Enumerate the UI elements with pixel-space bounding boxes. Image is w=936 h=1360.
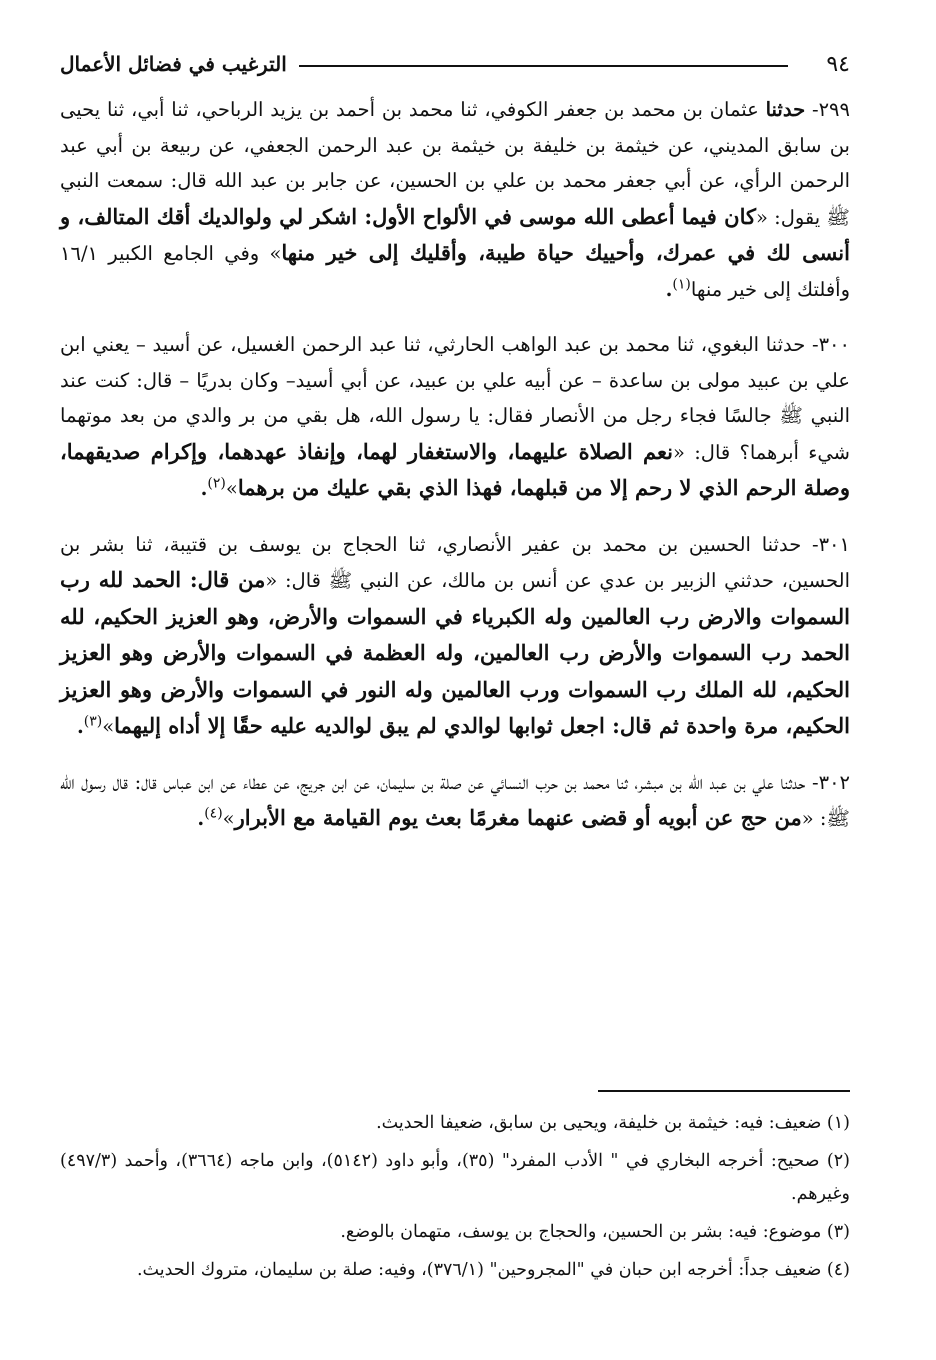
hadith-300 [60,327,850,507]
hadith-number: ٣٠٠- [811,333,850,356]
hadith-isnad: حدثنا البغوي، ثنا محمد بن عبد الواهب الحارثي، ثنا عبد الرحمن الغسيل، عن أسيد – يعني ابن علي بن عبيد مولى بن ساعدة – عن أبيه علي بن عبيد، عن أبي أسيد– وكان بدريًا – قال: كنت عند النبي ﷺ جالسًا فجاء رجل من الأنصار فقال: يا رسول الله، هل بقي من بر والدي من بعد موتهما شيء أبرهما؟ قال: « [60,333,850,464]
footnote-ref[interactable]: (٢) [207,475,226,492]
hadith-302 [60,765,850,837]
haddathana-word: حدثنا [765,98,806,121]
page-header [60,42,850,86]
running-title: الترغيب في فضائل الأعمال [60,52,287,76]
hadith-matn: من حج عن أبويه أو قضى عنهما مغرمًا بعث يوم القيامة مع الأبرار [234,805,802,830]
period: . [197,807,205,830]
hadith-number: ٣٠١- [811,532,850,556]
hadith-matn: نعم الصلاة عليهما، والاستغفار لهما، وإنفاذ عهدهما، وإكرام صديقهما، وصلة الرحم الذي لا رحم إلا من قبلهما، فهذا الذي بقي عليك من برهما [60,438,850,500]
hadith-matn: كان فيما أعطى الله موسى في الألواح الأول: اشكر لي ولوالديك أقك المتالف، و أنسى لك في عمرك، وأحييك حياة طيبة، وأقليك إلى خير منها [60,203,850,265]
hadith-after: » [102,715,115,738]
hadith-after: » [222,807,235,830]
hadith-after: » وفي الجامع الكبير ١٦/١ وأفلتك إلى خير منها [60,242,850,301]
hadith-299 [60,92,850,307]
hadith-isnad: حدثنا الحسين بن محمد بن عفير الأنصاري، ثنا الحجاج بن يوسف بن قتيبة، ثنا بشر بن الحسين، حدثني الزبير بن عدي عن أنس بن مالك، عن النبي ﷺ قال: « [60,532,850,592]
period: . [76,715,84,738]
footnote-ref[interactable]: (٣) [83,713,103,730]
hadith-after: » [225,477,238,500]
hadith-matn: من قال: الحمد لله رب السموات والارض رب العالمين وله الكبرياء في السموات والأرض، وهو العزيز الحكيم، لله الحمد رب السموات والأرض رب العالمين، وله العظمة في السموات والأرض وهو العزيز الحكيم، لله الملك رب السموات ورب العالمين وله النور في السموات والأرض وهو العزيز الحكيم، مرة واحدة ثم قال: اجعل ثوابها لوالدي لم يبق لوالديه عليه حقًا إلا أداه إليهما [60,567,850,738]
page-number: ٩٤ [826,51,850,77]
period: . [200,477,208,500]
hadith-number: ٢٩٩- [811,98,850,121]
hadith-isnad: عثمان بن محمد بن جعفر الكوفي، ثنا محمد بن أحمد بن يزيد الرباحي، ثنا أبي، ثنا يحيى بن سابق المديني، عن خيثمة بن خليفة بن خيثمة بن عبد الرحمن الجعفي، عن ربيعة بن أبي عبد الرحمن الرأي، عن أبي جعفر محمد بن علي بن الحسين، عن جابر بن عبد الله قال: سمعت النبي ﷺ يقول: « [60,98,850,229]
footnote-2: (٢) صحيح: أخرجه البخاري في " الأدب المفرد" (٣٥)، وأبو داود (٥١٤٢)، وابن ماجه (٣٦٦٤)، وأحمد (٤٩٧/٣) وغيرهم. [60,1151,850,1204]
footnote-1: (١) ضعيف: فيه: خيثمة بن خليفة، ويحيى بن سابق، ضعيفا الحديث. [376,1113,850,1133]
hadith-number: ٣٠٢- [812,770,851,794]
footnote-ref[interactable]: (١) [672,276,691,292]
hadith-301 [60,527,850,745]
main-text [60,92,850,857]
hadith-isnad: حدثنا علي بن عبد الله بن مبشر، ثنا محمد بن حرب النسائي عن صلة بن سليمان، عن ابن جريج، عن عطاء عن ابن عباس قال: قال رسول الله ﷺ: « [60,770,850,830]
footnote-3: (٣) موضوع: فيه: بشر بن الحسين، والحجاج بن يوسف، متهمان بالوضع. [340,1222,850,1242]
footnote-ref[interactable]: (٤) [204,805,223,822]
header-rule [299,65,788,67]
period: . [665,277,673,301]
footnote-separator [598,1090,850,1092]
footnotes [60,1107,850,1292]
footnote-4: (٤) ضعيف جداً: أخرجه ابن حبان في "المجروحين" (٣٧٦/١)، وفيه: صلة بن سليمان، متروك الحديث. [136,1260,850,1280]
